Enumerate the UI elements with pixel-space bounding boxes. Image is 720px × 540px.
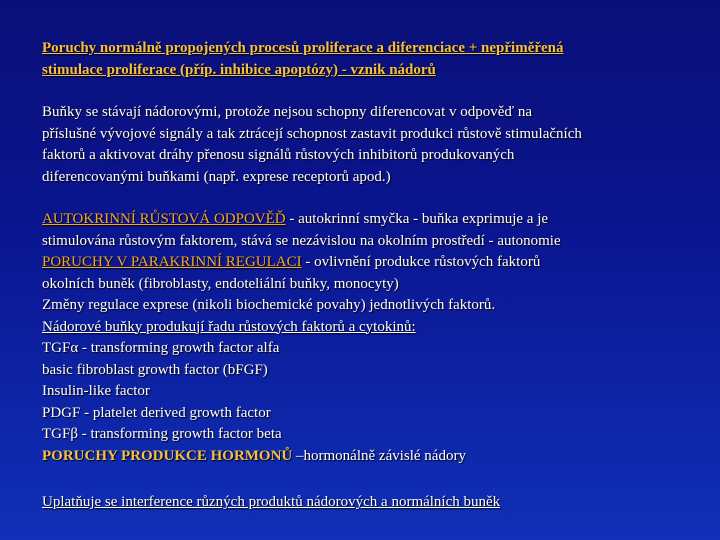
paracrine-rest: - ovlivnění produkce růstových faktorů [301, 254, 541, 270]
factor-item: TGFα - transforming growth factor alfa [42, 340, 280, 356]
paracrine-line-1 [42, 252, 702, 274]
autocrine-rest: - autokrinní smyčka - buňka exprimuje a je [285, 211, 549, 227]
factor-item: TGFβ - transforming growth factor beta [42, 426, 282, 442]
intro-line-2: příslušné vývojové signály a tak ztrácejí schopnost zastavit produkci růstově stimulačních [42, 125, 582, 142]
paracrine-label: PORUCHY V PARAKRINNÍ REGULACI [42, 254, 302, 270]
paracrine-line-2: okolních buněk (fibroblasty, endoteliální buňky, monocyty) [42, 275, 399, 292]
title-line-1: Poruchy normálně propojených procesů proliferace a diferenciace + nepřiměřená [42, 40, 564, 56]
hormone-rest: –hormonálně závislé nádory [292, 447, 466, 464]
autocrine-label: AUTOKRINNÍ RŮSTOVÁ ODPOVĚĎ [42, 211, 286, 227]
autocrine-line-2: stimulována růstovým faktorem, stává se nezávislou na okolním prostředí - autonomie [42, 232, 561, 249]
hormone-line [42, 446, 702, 468]
intro-line-1: Buňky se stávají nádorovými, protože nejsou schopny diferencovat v odpověď na [42, 104, 532, 120]
main-content [42, 209, 702, 467]
factor-item: basic fibroblast growth factor (bFGF) [42, 361, 268, 378]
intro-line-3: faktorů a aktivovat dráhy přenosu signálů růstových inhibitorů produkovaných [42, 147, 515, 163]
regulation-line: Změny regulace exprese (nikoli biochemické povahy) jednotlivých faktorů. [42, 297, 496, 313]
intro-line-4: diferencovanými buňkami (např. exprese receptorů apod.) [42, 168, 391, 185]
tumor-cells-line: Nádorové buňky produkují řadu růstových faktorů a cytokinů: [42, 318, 416, 335]
title-line-2: stimulace proliferace (příp. inhibice apoptózy) - vznik nádorů [42, 61, 436, 78]
autocrine-line-1 [42, 209, 702, 231]
hormone-label: PORUCHY PRODUKCE HORMONŮ [42, 447, 293, 464]
intro-paragraph [42, 102, 702, 188]
slide-title [42, 38, 702, 81]
factor-item: Insulin-like factor [42, 383, 150, 399]
footer-text: Uplatňuje se interference různých produktů nádorových a normálních buněk [42, 494, 501, 510]
factor-item: PDGF - platelet derived growth factor [42, 404, 271, 421]
